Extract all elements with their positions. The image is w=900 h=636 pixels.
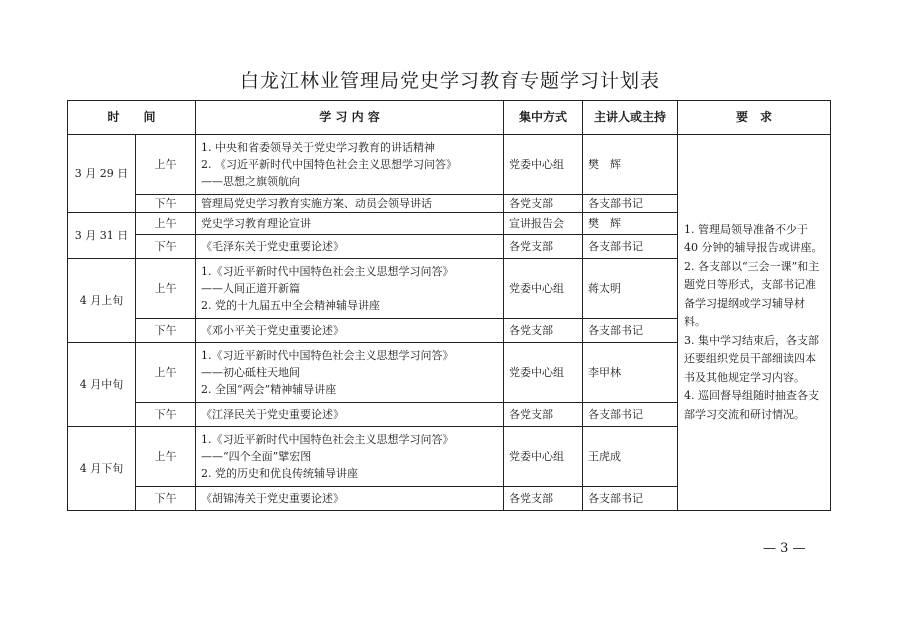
- requirement-item: 4. 巡回督导组随时抽查各支部学习交流和研讨情况。: [684, 389, 820, 421]
- mode-cell: 党委中心组: [504, 343, 583, 403]
- requirement-item: 1. 管理局领导准备不少于 40 分钟的辅导报告或讲座。: [684, 222, 823, 255]
- period-cell: 上午: [136, 213, 196, 235]
- speaker-cell: 李甲林: [583, 343, 678, 403]
- period-cell: 上午: [136, 427, 196, 487]
- content-line: 党史学习教育理论宣讲: [201, 217, 312, 230]
- content-line: 1.《习近平新时代中国特色社会主义思想学习问答》: [201, 349, 454, 362]
- content-line: 《邓小平关于党史重要论述》: [201, 324, 345, 337]
- speaker-cell: 王虎成: [583, 427, 678, 487]
- date-cell: 4 月中旬: [68, 343, 136, 427]
- content-cell: [196, 259, 504, 319]
- content-line: 2. 党的历史和优良传统辅导讲座: [201, 467, 359, 480]
- content-line: ——初心砥柱天地间: [201, 366, 301, 379]
- content-cell: [196, 403, 504, 427]
- content-line: 《毛泽东关于党史重要论述》: [201, 240, 345, 253]
- content-cell: [196, 319, 504, 343]
- header-row: [68, 101, 831, 135]
- period-cell: 下午: [136, 487, 196, 511]
- period-cell: 下午: [136, 319, 196, 343]
- content-cell: [196, 427, 504, 487]
- content-line: 2. 《习近平新时代中国特色社会主义思想学习问答》: [201, 158, 458, 171]
- requirement-item: 2. 各支部以“三会一课”和主题党日等形式，支部书记准备学习提纲或学习辅导材料。: [684, 259, 820, 329]
- document-title: 白龙江林业管理局党史学习教育专题学习计划表: [239, 70, 660, 92]
- period-cell: 下午: [136, 403, 196, 427]
- speaker-cell: 各支部书记: [583, 487, 678, 511]
- content-line: 管理局党史学习教育实施方案、动员会领导讲话: [201, 197, 433, 210]
- content-cell: [196, 213, 504, 235]
- period-cell: 上午: [136, 343, 196, 403]
- content-line: ——“四个全面”擘宏图: [201, 450, 312, 463]
- content-line: 2. 党的十九届五中全会精神辅导讲座: [201, 299, 381, 312]
- content-cell: [196, 343, 504, 403]
- period-cell: 上午: [136, 259, 196, 319]
- speaker-cell: 蒋太明: [583, 259, 678, 319]
- content-line: 《江泽民关于党史重要论述》: [201, 408, 345, 421]
- date-cell: 4 月下旬: [68, 427, 136, 511]
- speaker-cell: 各支部书记: [583, 319, 678, 343]
- header-content: 学 习 内 容: [196, 101, 504, 135]
- mode-cell: 党委中心组: [504, 259, 583, 319]
- requirements-cell: [678, 135, 831, 511]
- requirement-item: 3. 集中学习结束后，各支部还要组织党员干部细读四本书及其他规定学习内容。: [684, 333, 820, 384]
- mode-cell: 党委中心组: [504, 427, 583, 487]
- mode-cell: 各党支部: [504, 487, 583, 511]
- content-cell: [196, 195, 504, 213]
- table-row: [68, 135, 831, 195]
- content-cell: [196, 235, 504, 259]
- mode-cell: 各党支部: [504, 403, 583, 427]
- mode-cell: 各党支部: [504, 195, 583, 213]
- page-number: — 3 —: [763, 541, 806, 556]
- content-line: 2. 全国“两会”精神辅导讲座: [201, 383, 337, 396]
- speaker-cell: 各支部书记: [583, 403, 678, 427]
- content-line: 1.《习近平新时代中国特色社会主义思想学习问答》: [201, 265, 454, 278]
- mode-cell: 各党支部: [504, 235, 583, 259]
- content-line: 1. 中央和省委领导关于党史学习教育的讲话精神: [201, 141, 436, 154]
- date-cell: 4 月上旬: [68, 259, 136, 343]
- speaker-cell: 各支部书记: [583, 235, 678, 259]
- content-line: ——人间正道开新篇: [201, 282, 301, 295]
- content-cell: [196, 487, 504, 511]
- mode-cell: 党委中心组: [504, 135, 583, 195]
- speaker-cell: 樊 辉: [583, 135, 678, 195]
- header-mode: 集中方式: [504, 101, 583, 135]
- content-line: 《胡锦涛关于党史重要论述》: [201, 492, 345, 505]
- speaker-cell: 樊 辉: [583, 213, 678, 235]
- header-requirement: 要 求: [678, 101, 831, 135]
- content-cell: [196, 135, 504, 195]
- speaker-cell: 各支部书记: [583, 195, 678, 213]
- header-time: 时 间: [68, 101, 196, 135]
- mode-cell: 宣讲报告会: [504, 213, 583, 235]
- study-plan-table: [67, 100, 831, 511]
- content-line: 1.《习近平新时代中国特色社会主义思想学习问答》: [201, 433, 454, 446]
- mode-cell: 各党支部: [504, 319, 583, 343]
- period-cell: 上午: [136, 135, 196, 195]
- date-cell: 3 月 31 日: [68, 213, 136, 259]
- header-speaker: 主讲人或主持: [583, 101, 678, 135]
- period-cell: 下午: [136, 195, 196, 213]
- period-cell: 下午: [136, 235, 196, 259]
- date-cell: 3 月 29 日: [68, 135, 136, 213]
- content-line: ——思想之旗领航向: [201, 175, 301, 188]
